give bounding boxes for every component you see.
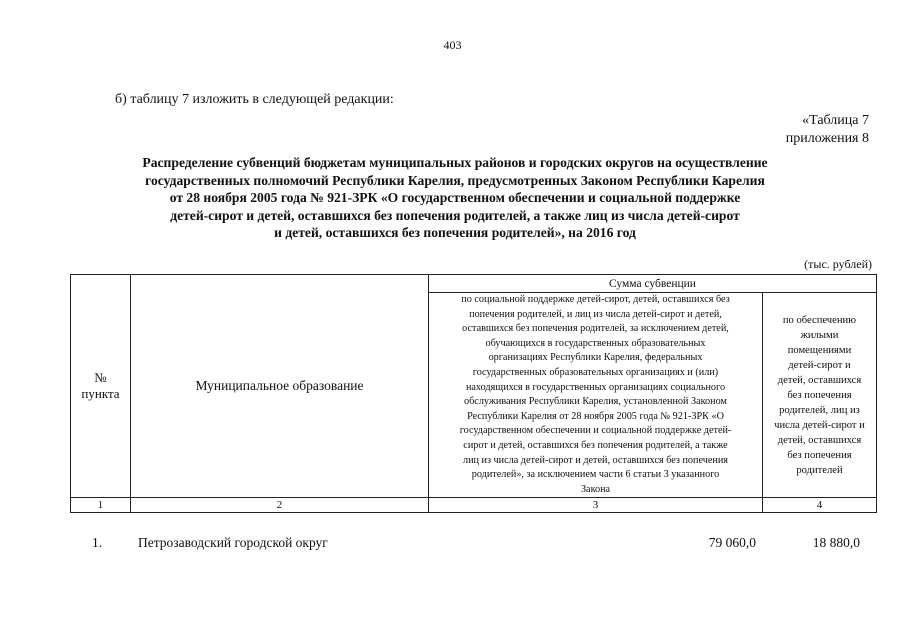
col4-line: детей, оставшихся [777, 434, 862, 446]
col4-line: детей, оставшихся [777, 374, 862, 386]
col3-line: родителей», за исключением части 6 статьи 3 указанного [471, 469, 720, 481]
col3-line: государственном обеспечении и социальной поддержке детей- [459, 425, 732, 437]
table-reference-line-1: «Таблица 7 [802, 113, 869, 128]
col3-line: по социальной поддержке детей-сирот, детей, оставшихся без [461, 294, 730, 305]
column-number-2: 2 [131, 498, 429, 513]
col3-line: государственных образовательных организациях и (или) [472, 366, 719, 378]
header-municipality: Муниципальное образование [131, 275, 429, 498]
header-item-number [71, 275, 131, 498]
col3-line: обслуживания Республики Карелия, установленной Законом [464, 396, 727, 408]
title-line: государственных полномочий Республики Карелия, предусмотренных Законом Республики Карелия [145, 172, 765, 188]
col3-line: Закона [580, 483, 611, 495]
table-reference-line-2: приложения 8 [785, 131, 869, 146]
table-title [70, 154, 840, 242]
col4-line: жилыми [800, 329, 839, 341]
subvention-table [70, 274, 877, 513]
table-reference [786, 112, 869, 148]
intro-text: б) таблицу 7 изложить в следующей редакции: [115, 92, 394, 107]
column-number-1: 1 [71, 498, 131, 513]
title-line: от 28 ноября 2005 года № 921-ЗРК «О государственном обеспечении и социальной поддержке [169, 190, 741, 205]
col3-line: сирот и детей, оставшихся без попечения родителей, а также [463, 439, 728, 451]
title-line: Распределение субвенций бюджетам муниципальных районов и городских округов на осуществление [142, 155, 768, 170]
col4-line: родителей, лиц из [779, 404, 860, 416]
header-column-4-description [763, 293, 877, 498]
row-value-col3: 79 060,0 [708, 535, 756, 550]
header-subvention-sum: Сумма субвенции [429, 275, 877, 293]
col4-line: без попечения [787, 449, 852, 461]
col3-line: организациях Республики Карелия, федеральных [488, 352, 703, 364]
col3-line: попечения родителей, и лиц из числа детей-сирот и детей, [469, 308, 722, 320]
title-line: детей-сирот и детей, оставшихся без попечения родителей, а также лиц из числа детей-сирот [170, 207, 740, 223]
col3-line: лиц из числа детей-сирот и детей, оставшихся без попечения [463, 454, 728, 466]
row-number: 1. [92, 535, 103, 550]
col3-line: обучающихся в государственных образовательных [485, 337, 706, 349]
col4-line: детей-сирот и [788, 359, 851, 371]
header-column-3-description [429, 293, 763, 498]
col4-line: по обеспечению [782, 314, 857, 326]
col3-line: Республики Карелия от 28 ноября 2005 года № 921-ЗРК «О [467, 410, 724, 422]
row-municipality-name: Петрозаводский городской округ [138, 535, 328, 550]
units-label: (тыс. рублей) [804, 257, 872, 271]
col4-line: помещениями [787, 344, 852, 356]
col4-line: родителей [796, 464, 843, 476]
page-number: 403 [443, 38, 462, 52]
header-no-word: пункта [81, 386, 120, 402]
header-no-symbol: № [94, 370, 107, 386]
column-number-3: 3 [429, 498, 763, 513]
column-number-4: 4 [763, 498, 877, 513]
col3-line: находящихся в государственных организациях социального [465, 381, 726, 393]
row-value-col4: 18 880,0 [812, 535, 860, 550]
title-line: и детей, оставшихся без попечения родителей», на 2016 год [274, 225, 636, 240]
col4-line: без попечения [787, 389, 852, 401]
col4-line: числа детей-сирот и [774, 419, 865, 431]
col3-line: оставшихся без попечения родителей, за исключением детей, [462, 323, 729, 335]
